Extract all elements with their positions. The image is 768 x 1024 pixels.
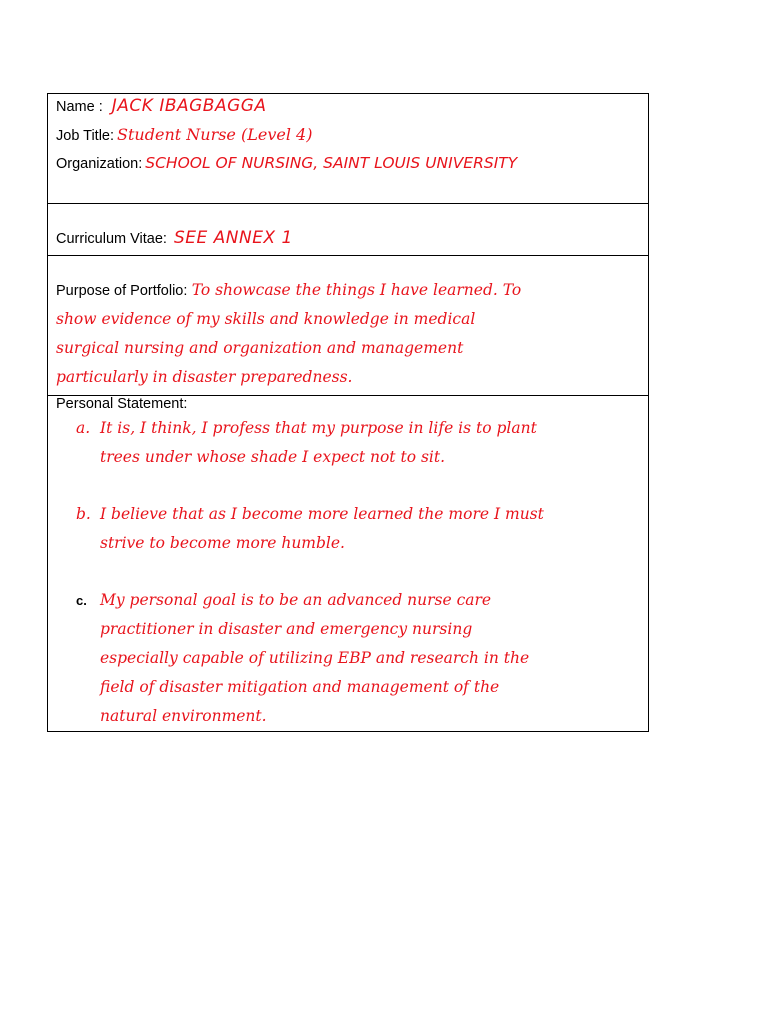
item-line: It is, I think, I profess that my purpose in life is to plant (100, 419, 537, 437)
item-line: practitioner in disaster and emergency nursing (100, 620, 473, 638)
item-line: natural environment. (100, 707, 267, 725)
job-title-line (56, 125, 312, 144)
item-text (100, 500, 544, 558)
purpose-line: surgical nursing and organization and management (56, 339, 464, 357)
item-text (100, 586, 529, 731)
item-line: field of disaster mitigation and management of the (100, 678, 500, 696)
item-marker: a. (76, 419, 91, 437)
item-line: trees under whose shade I expect not to sit. (100, 448, 446, 466)
profile-section (48, 94, 648, 203)
purpose-section (48, 255, 648, 395)
item-line: I believe that as I become more learned the more I must (100, 505, 544, 523)
portfolio-form-table (47, 93, 649, 732)
cv-line (56, 228, 293, 248)
job-title-label: Job Title: (56, 128, 115, 144)
purpose-text: To showcase the things I have learned. To (191, 281, 522, 299)
name-label: Name : (56, 99, 103, 115)
statement-label: Personal Statement: (56, 396, 188, 412)
purpose-line: show evidence of my skills and knowledge in medical (56, 310, 476, 328)
cv-value: SEE ANNEX 1 (173, 228, 293, 248)
item-text (100, 414, 537, 472)
organization-label: Organization: (56, 156, 143, 172)
organization-line (56, 154, 517, 172)
item-line: strive to become more humble. (100, 534, 345, 552)
name-line (56, 96, 267, 116)
statement-heading (56, 396, 190, 412)
purpose-line: particularly in disaster preparedness. (56, 368, 353, 386)
purpose-label: Purpose of Portfolio: (56, 283, 188, 299)
job-title-value: Student Nurse (Level 4) (117, 125, 313, 144)
purpose-line (56, 276, 641, 305)
item-line: especially capable of utilizing EBP and research in the (100, 649, 530, 667)
name-value: JACK IBAGBAGGA (111, 96, 267, 116)
organization-value: SCHOOL OF NURSING, SAINT LOUIS UNIVERSITY (145, 154, 518, 172)
cv-section (48, 203, 648, 255)
purpose-paragraph (56, 276, 641, 392)
item-marker: b. (76, 505, 91, 523)
item-line: My personal goal is to be an advanced nurse care (100, 591, 492, 609)
item-marker: c. (76, 593, 87, 608)
cv-label: Curriculum Vitae: (56, 231, 167, 247)
statement-section (48, 395, 648, 731)
